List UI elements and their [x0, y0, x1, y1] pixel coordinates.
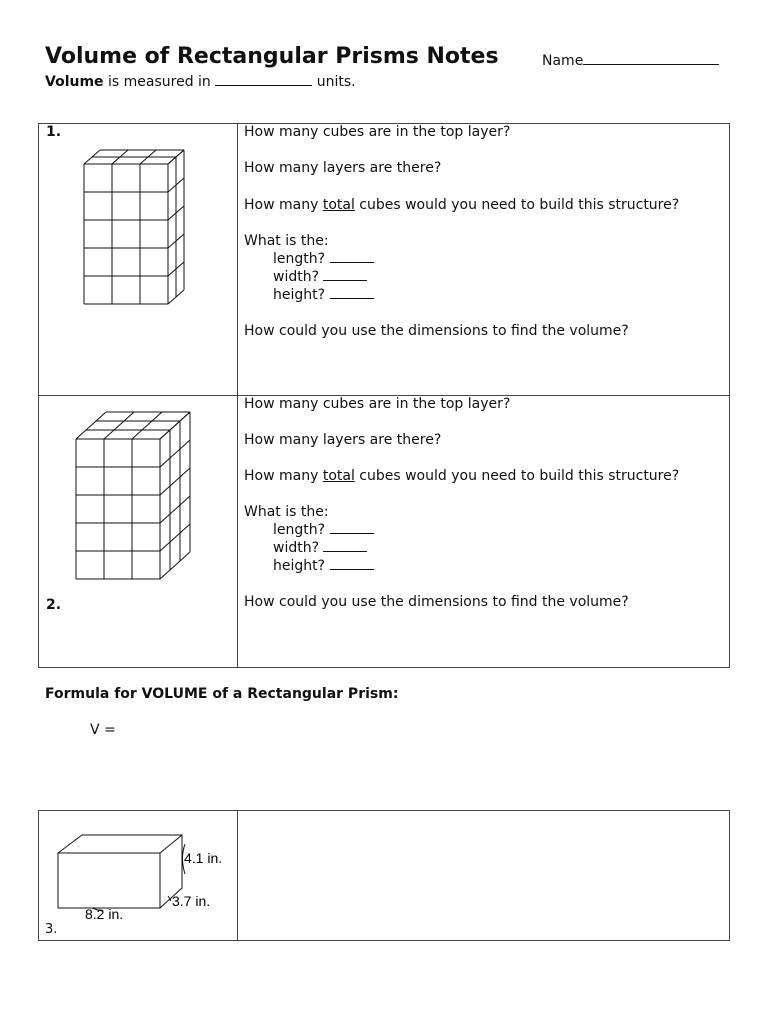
problem-2-number: 2. [46, 597, 62, 613]
p1-q-dimensions: How could you use the dimensions to find the volume? [244, 323, 629, 339]
p1-q-total-pre: How many [244, 197, 323, 213]
p2-q-total-post: cubes would you need to build this structure? [354, 468, 680, 484]
p2-q-total-underlined: total [322, 468, 355, 484]
problem-3-column-divider [237, 811, 238, 940]
p2-length-blank[interactable] [330, 533, 374, 534]
p1-height [273, 287, 374, 303]
p1-length [273, 251, 374, 267]
name-label: Name [542, 53, 584, 69]
dim-height-label: 4.1 in. [184, 850, 223, 866]
p1-length-label: length? [273, 251, 326, 267]
p2-height-label: height? [273, 558, 326, 574]
name-blank[interactable] [583, 64, 719, 65]
p2-length [273, 522, 374, 538]
p2-q-dimensions: How could you use the dimensions to find the volume? [244, 594, 629, 610]
p1-width-blank[interactable] [323, 280, 367, 281]
dim-depth-label: 3.7 in. [172, 893, 211, 909]
p2-q-top-layer: How many cubes are in the top layer? [244, 396, 511, 412]
units-blank[interactable] [215, 85, 312, 86]
volume-units-statement [45, 74, 356, 90]
volume-bold-word: Volume [45, 74, 104, 90]
formula-v-label: V = [90, 722, 116, 738]
volume-text-2: units. [312, 74, 356, 90]
p1-q-total [244, 197, 679, 213]
p2-width-blank[interactable] [323, 551, 367, 552]
problem-1-number: 1. [46, 124, 62, 140]
cube-stack-2-figure [72, 410, 212, 600]
dim-length-label: 8.2 in. [85, 906, 124, 922]
p2-height [273, 558, 374, 574]
p1-q-total-underlined: total [322, 197, 355, 213]
p1-q-what: What is the: [244, 233, 329, 249]
p2-width [273, 540, 367, 556]
problem-3-number: 3. [45, 922, 58, 937]
p1-height-label: height? [273, 287, 326, 303]
formula-title: Formula for VOLUME of a Rectangular Prism: [45, 686, 399, 702]
prism-3-figure [52, 830, 232, 930]
p2-q-total [244, 468, 679, 484]
p1-q-total-post: cubes would you need to build this structure? [354, 197, 680, 213]
p2-width-label: width? [273, 540, 320, 556]
p2-q-total-pre: How many [244, 468, 323, 484]
cube-stack-1-figure [80, 148, 210, 324]
volume-text-1: is measured in [103, 74, 216, 90]
p2-q-layers: How many layers are there? [244, 432, 442, 448]
p1-height-blank[interactable] [330, 298, 374, 299]
p2-q-what: What is the: [244, 504, 329, 520]
p1-q-top-layer: How many cubes are in the top layer? [244, 124, 511, 140]
name-field[interactable] [542, 53, 719, 69]
p2-height-blank[interactable] [330, 569, 374, 570]
page-title: Volume of Rectangular Prisms Notes [45, 44, 499, 69]
p1-width-label: width? [273, 269, 320, 285]
p2-length-label: length? [273, 522, 326, 538]
p1-width [273, 269, 367, 285]
p1-q-layers: How many layers are there? [244, 160, 442, 176]
p1-length-blank[interactable] [330, 262, 374, 263]
